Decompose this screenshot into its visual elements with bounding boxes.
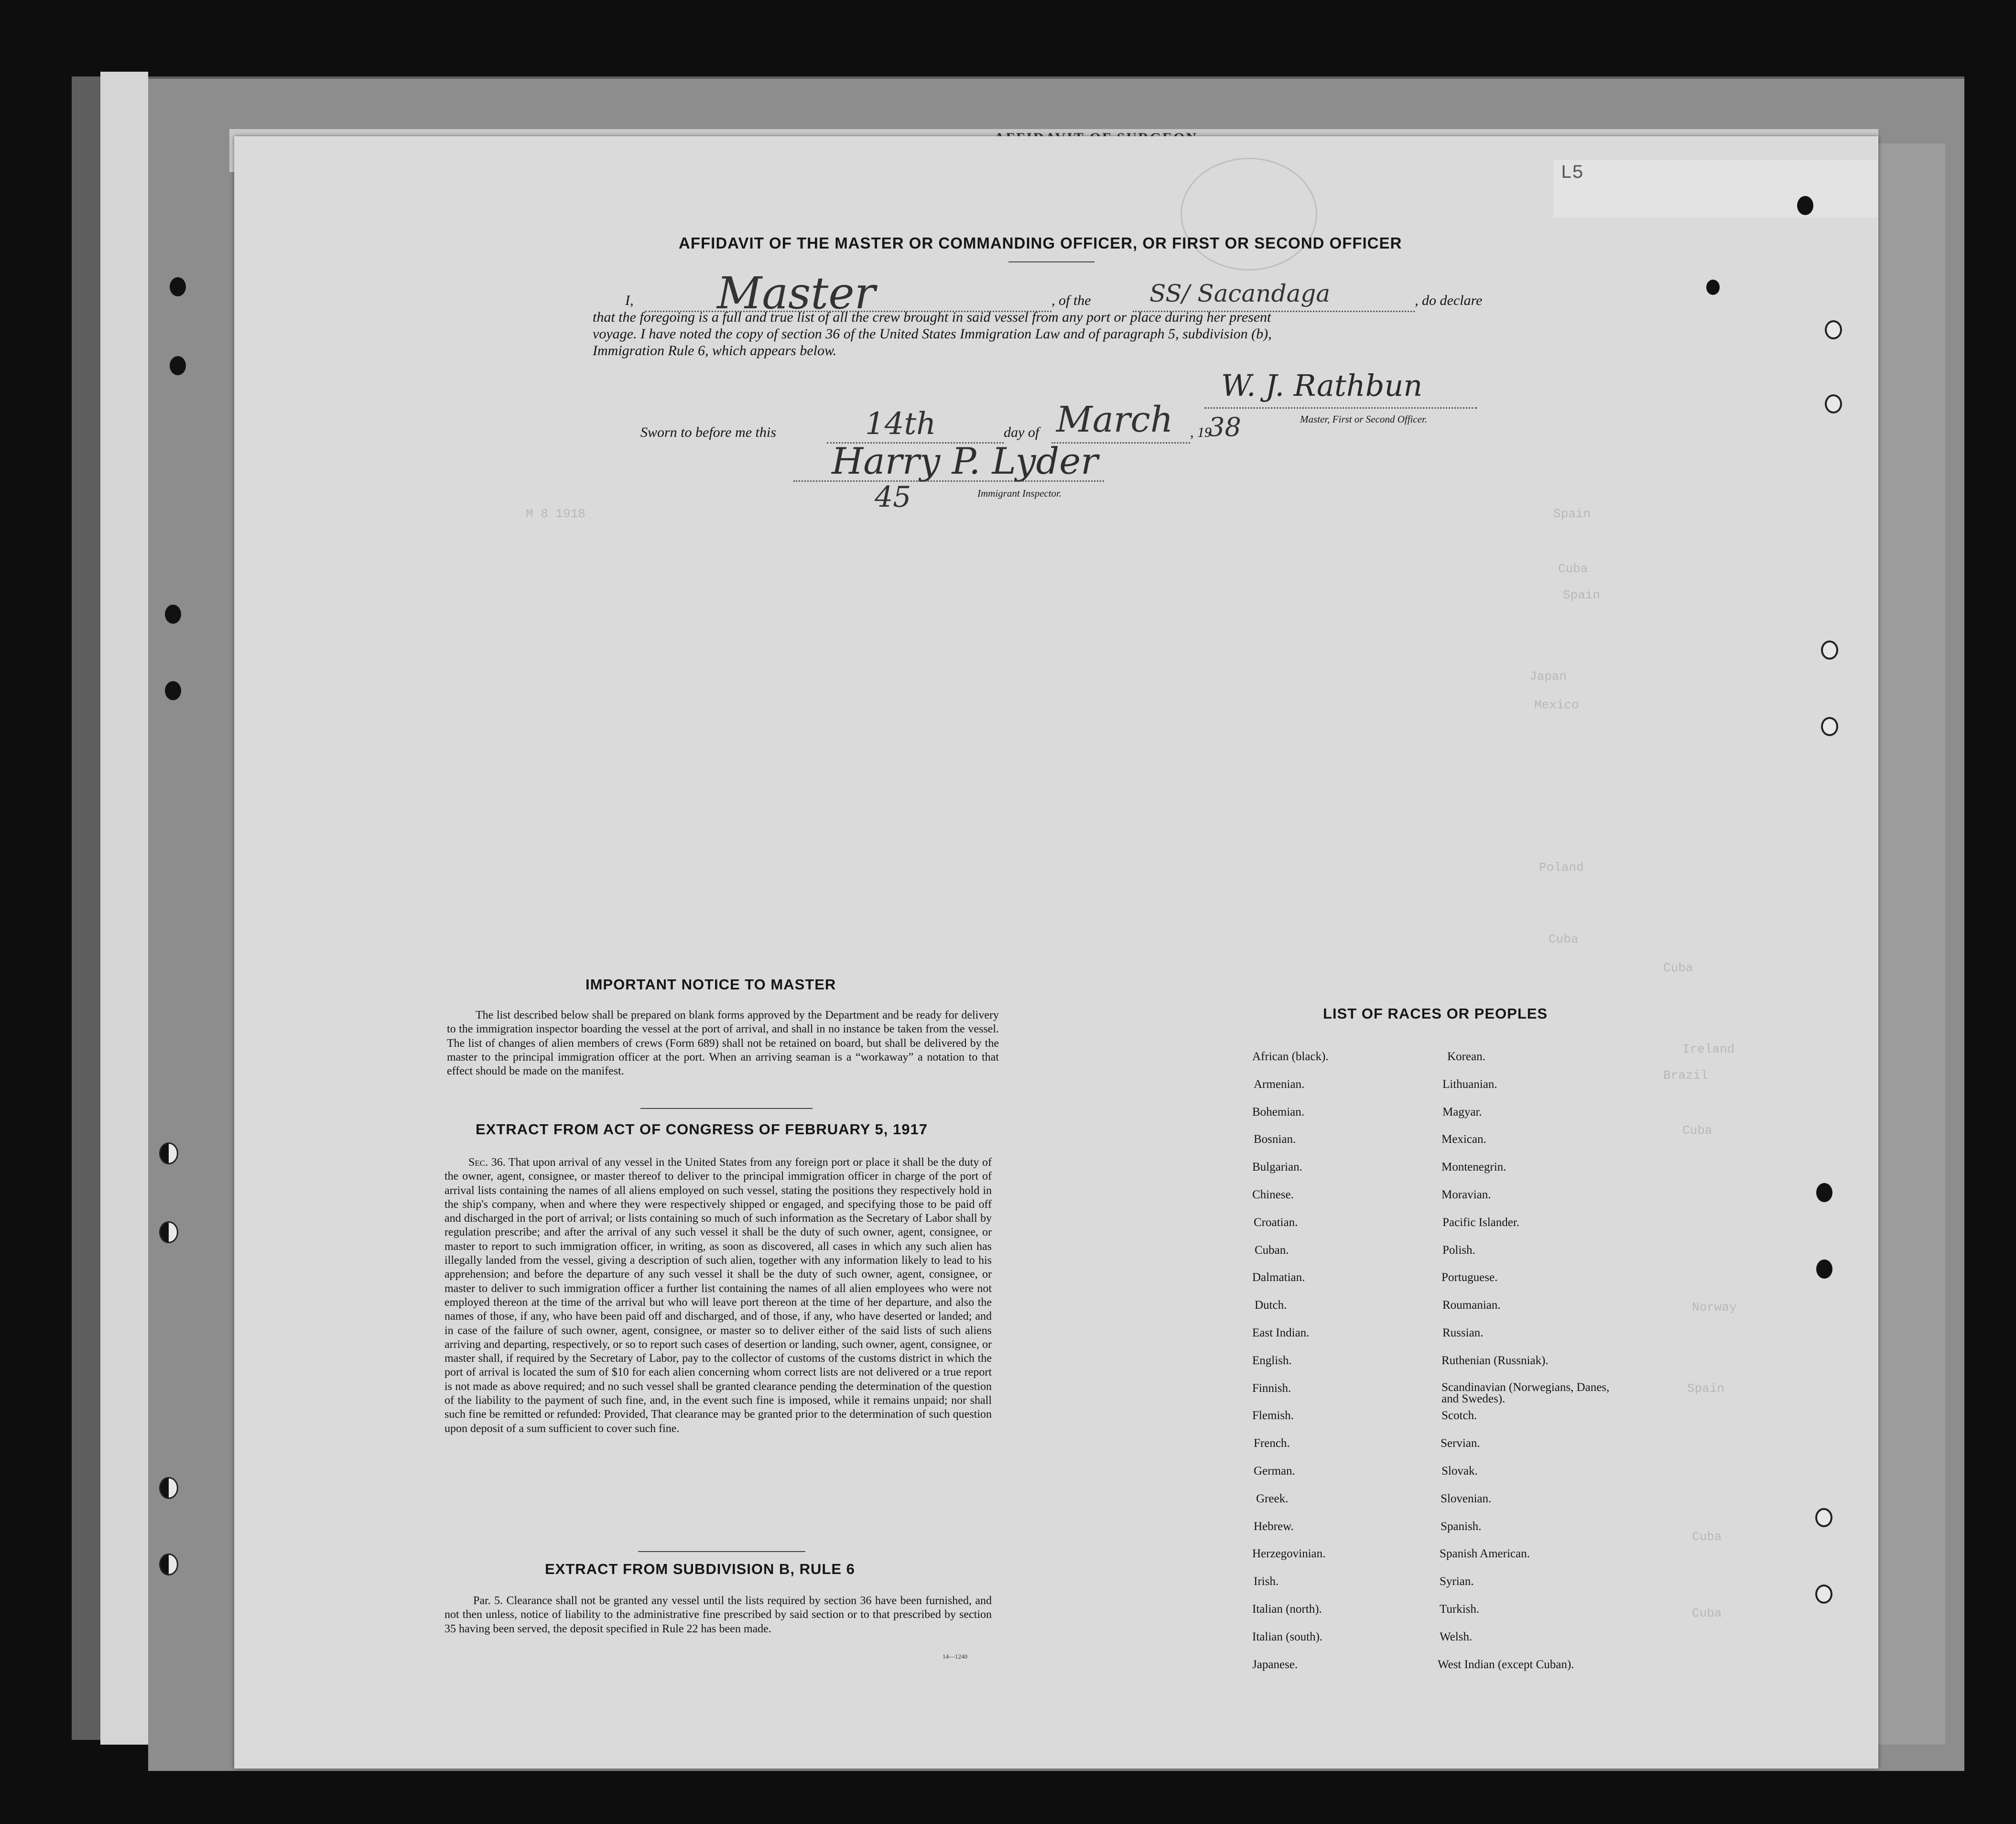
race-item: Turkish. [1440,1602,1480,1616]
race-item: Lithuanian. [1442,1077,1497,1091]
race-item: Dutch. [1255,1299,1287,1312]
act-extract-text [444,1156,992,1436]
race-item: African (black). [1252,1050,1329,1063]
race-item: Magyar. [1442,1105,1482,1118]
bleed-through-text: Cuba [1549,932,1579,946]
section-label: Sec. 36. [468,1156,506,1169]
inspector-signature: Harry P. Lyder [832,440,1098,482]
bleed-through-text: Cuba [1558,562,1588,576]
binding-hole [1816,1183,1832,1202]
race-item: Armenian. [1254,1077,1305,1091]
bleed-through-text: Cuba [1663,961,1693,975]
race-item: Welsh. [1440,1630,1473,1643]
affidavit-body-line: Immigration Rule 6, which appears below. [593,343,837,358]
handwritten-vessel: SS/ Sacandaga [1149,280,1331,307]
race-item: Pacific Islander. [1442,1216,1520,1229]
race-item: Japanese. [1252,1658,1298,1671]
binding-hole [1825,320,1842,339]
faded-stamp [1181,158,1317,271]
race-item: Bohemian. [1252,1105,1305,1118]
binding-hole [159,1477,178,1499]
bleed-through-text: Spain [1563,588,1601,602]
divider [1008,261,1095,262]
bleed-through-text: Japan [1529,669,1567,684]
notice-title: IMPORTANT NOTICE TO MASTER [585,976,836,993]
binding-strip [100,72,148,1745]
binding-hole [165,681,181,700]
handwritten-year: 38 [1208,412,1241,442]
master-caption: Master, First or Second Officer. [1300,413,1427,425]
handwritten-name: Master [717,268,876,319]
bleed-through-text: Ireland [1682,1042,1735,1056]
inspector-number: 45 [875,480,911,514]
race-item: Italian (north). [1252,1602,1322,1616]
race-item: Finnish. [1252,1381,1291,1395]
handwritten-month: March [1056,399,1173,440]
inspector-caption: Immigrant Inspector. [977,488,1062,499]
binding-hole [159,1142,178,1164]
race-item: French. [1254,1437,1290,1450]
binding-hole [1821,717,1838,736]
do-declare-label: , do declare [1415,293,1483,308]
race-item: Polish. [1442,1243,1475,1257]
race-item: Russian. [1442,1326,1484,1339]
binding-hole [165,605,181,624]
race-item: Greek. [1256,1492,1289,1505]
race-item: Chinese. [1252,1188,1294,1201]
bleed-through-text: Spain [1687,1381,1725,1396]
races-column-2 [1438,1050,1629,1685]
race-item: English. [1252,1354,1292,1367]
of-the-label: , of the [1051,293,1091,308]
race-item: Spanish American. [1440,1547,1530,1561]
bleed-through-text: Spain [1553,507,1591,521]
race-item: Servian. [1441,1437,1480,1450]
affidavit-opening: I, [625,293,634,308]
race-item: Moravian. [1442,1188,1491,1201]
divider [640,1108,813,1109]
binding-hole [1821,641,1838,660]
binding-hole [1825,394,1842,413]
race-item: Mexican. [1442,1133,1486,1146]
races-column-1 [1252,1050,1424,1685]
race-item: Roumanian. [1442,1299,1501,1312]
race-item: Irish. [1254,1575,1279,1588]
binding-hole [170,356,186,375]
race-item: Slovenian. [1441,1492,1492,1505]
notice-text: The list described below shall be prepared on blank forms approved by the Department and be ready for delivery to the immigration inspector boarding the vessel at the port of arrival, and shall in no instance be taken from the vessel. The list of changes of alien members of crews (Form 689) shall not be retained on board, but shall be delivered by the master to the principal immigration officer at the port. When an arriving seaman is a “workaway” a notation to that effect should be made on the manifest. [447,1009,999,1078]
binding-hole [1815,1508,1832,1527]
signature-line [793,480,1104,482]
race-item: Dalmatian. [1252,1271,1305,1284]
back-sheet-edge [1874,143,1945,1745]
binding-hole [1797,196,1813,215]
bleed-through-text: Poland [1539,860,1584,875]
sworn-text: Sworn to before me this [640,424,776,440]
race-item: German. [1254,1464,1295,1477]
divider [638,1551,805,1552]
rule-extract-text: Par. 5. Clearance shall not be granted any vessel until the lists required by section 36 have been furnished, and not then unless, notice of liability to the administrative fine prescribed by said section or to that prescribed by section 35 having been served, the deposit specified in Rule 22 has been made. [444,1595,992,1635]
race-item: Italian (south). [1252,1630,1323,1643]
act-extract-body: That upon arrival of any vessel in the United States from any foreign port or place it shall be the duty of the owner, agent, consignee, or master thereof to deliver to the principal immigration officer in charge of the port of arrival lists containing the names of all aliens employed on such vessel, stating the positions they respectively hold in the ship's company, when and where they were respectively shipped or engaged, and specifying those to be paid off and discharged in the port of arrival; or lists containing so much of such information as the Secretary of Labor shall by regulation prescribe; and after the arrival of any such vessel it shall be the duty of such owner, agent, consignee, or master to report to such immigration officer, in writing, as soon as discovered, all cases in which any such alien has illegally landed from the vessel, giving a description of such alien, together with any information likely to lead to his apprehension; and before the departure of any such vessel it shall be the duty of such owner, agent, consignee, or master to deliver to such immigration officer a further list containing the names of all alien employees who were not employed thereon at the time of the arrival but who will leave port thereon at the time of her departure, and also the names of those, if any, who have been paid off and discharged, and of those, if any, who have deserted or landed; and in case of the failure of such owner, agent, consignee, or master so to deliver either of the said lists of such aliens arriving and departing, respectively, or so to report such cases of desertion or landing, such owner, agent, consignee, or master shall, if required by the Secretary of Labor, pay to the collector of customs of the customs district in which the port of arrival is located the sum of $10 for each alien concerning whom correct lists are not delivered or a true report is not made as above required; and no such vessel shall be granted clearance pending the determination of the question of the liability to the payment of such fine, and, in the event such fine is imposed, while it remains unpaid; nor shall such fine be remitted or refunded: Provided, That clearance may be granted prior to the determination of such question upon deposit of a sum sufficient to cover such fine. [444,1156,992,1435]
document-page [234,136,1878,1769]
bleed-through-text: Cuba [1682,1123,1713,1138]
binding-hole [159,1553,178,1575]
handwritten-day: 14th [865,406,936,442]
binding-hole [159,1221,178,1243]
binding-hole [1816,1259,1832,1279]
page-tab [1553,160,1878,217]
race-item: Montenegrin. [1442,1161,1507,1174]
race-item: Portuguese. [1442,1271,1498,1284]
race-item: Slovak. [1442,1464,1478,1477]
bleed-through-text: Norway [1692,1300,1737,1314]
act-extract-title: EXTRACT FROM ACT OF CONGRESS OF FEBRUARY 5, 1917 [476,1121,928,1138]
form-number: 14—1240 [943,1653,967,1660]
binding-hole [170,277,186,296]
affidavit-body-line: that the foregoing is a full and true list of all the crew brought in said vessel from any port or place during her present [593,309,1271,325]
race-item: East Indian. [1252,1326,1310,1339]
bleed-through-text: Cuba [1692,1530,1722,1544]
bleed-through-text: Cuba [1692,1606,1722,1620]
race-item: Bulgarian. [1252,1161,1302,1174]
race-item: Syrian. [1440,1575,1474,1588]
race-item: Spanish. [1441,1520,1482,1533]
affidavit-body-line: voyage. I have noted the copy of section 36 of the United States Immigration Law and of paragraph 5, subdivision (b), [593,326,1272,342]
race-item: Bosnian. [1254,1133,1296,1146]
binding-hole [1706,280,1720,295]
race-item: Scotch. [1442,1409,1477,1422]
page-mark: L5 [1561,163,1584,184]
race-item: West Indian (except Cuban). [1438,1658,1574,1671]
race-item: Croatian. [1254,1216,1298,1229]
race-item: Herzegovinian. [1252,1547,1326,1561]
signature-line [1204,407,1477,409]
year-prefix: , 19 [1190,424,1212,440]
race-item: Flemish. [1252,1409,1294,1422]
rule-extract-title: EXTRACT FROM SUBDIVISION B, RULE 6 [545,1561,855,1577]
master-signature: W. J. Rathbun [1221,368,1423,403]
bleed-through-text: M 8 1918 [526,507,585,521]
race-item: Korean. [1447,1050,1485,1063]
binding-hole [1815,1585,1832,1604]
affidavit-title: AFFIDAVIT OF THE MASTER OR COMMANDING OFFICER, OR FIRST OR SECOND OFFICER [679,234,1402,252]
race-item: Hebrew. [1254,1520,1294,1533]
race-item: Cuban. [1255,1243,1289,1257]
bleed-through-text: Mexico [1534,698,1579,712]
day-of-label: day of [1004,424,1040,440]
race-item: Ruthenian (Russniak). [1442,1354,1549,1367]
races-title: LIST OF RACES OR PEOPLES [1323,1005,1548,1022]
bleed-through-text: Brazil [1663,1068,1708,1083]
race-item: Scandinavian (Norwegians, Danes, and Swedes). [1442,1380,1610,1405]
